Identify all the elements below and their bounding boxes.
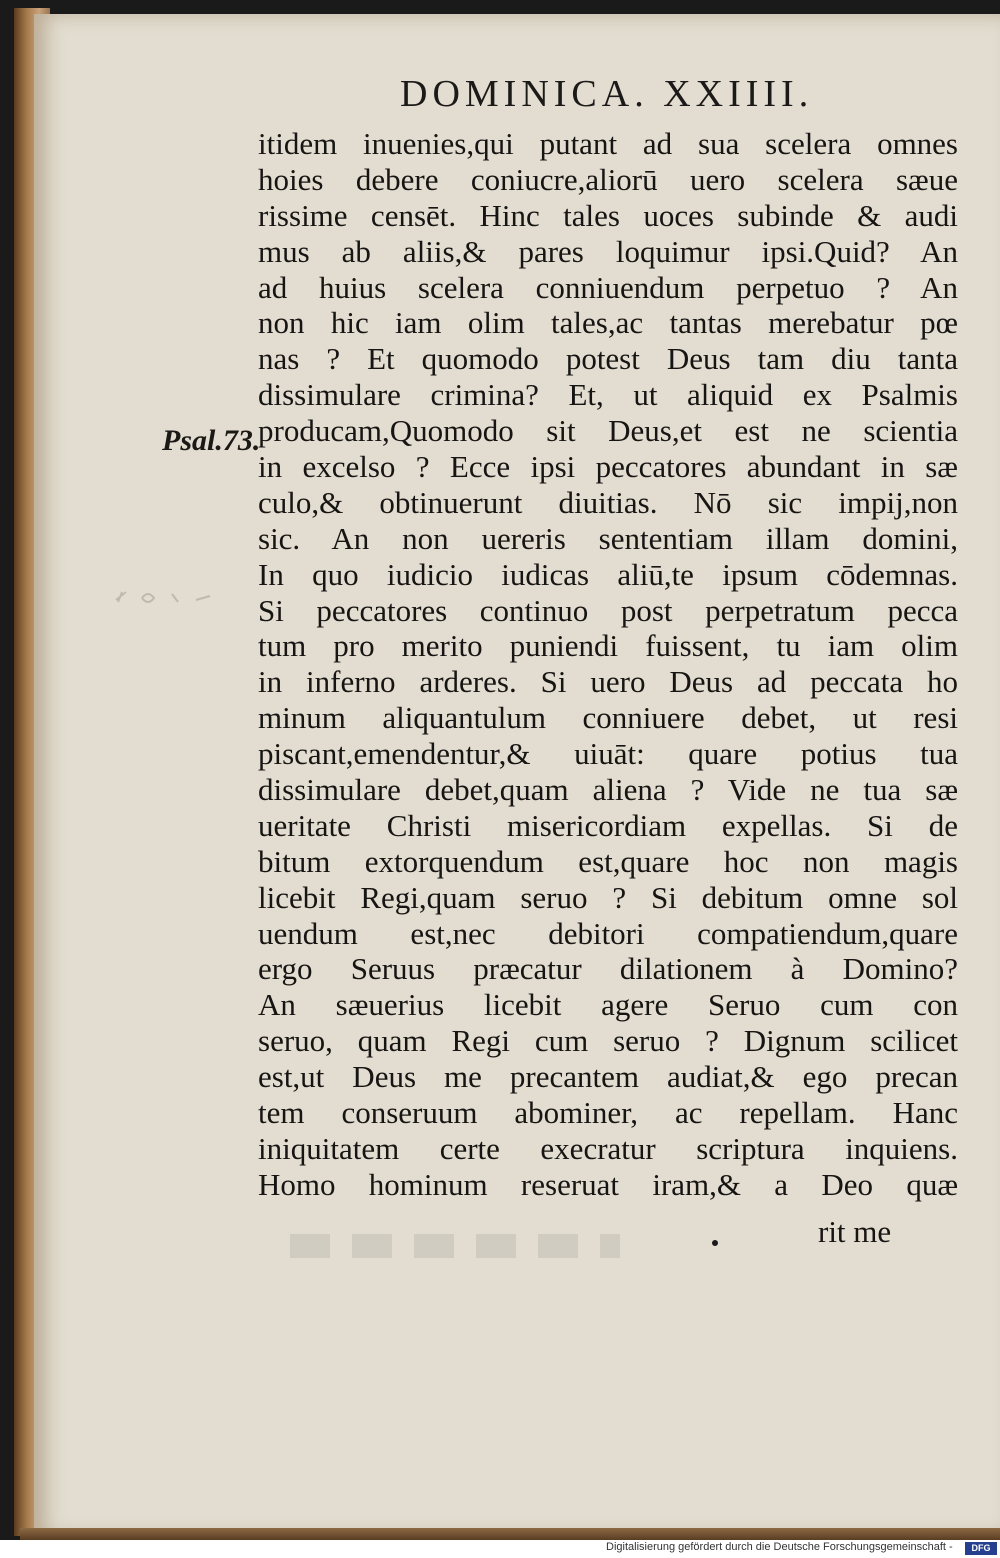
text-line: tem conseruum abominer, ac repellam. Hanc — [258, 1095, 958, 1131]
text-line: bitum extorquendum est,quare hoc non magis — [258, 843, 958, 879]
text-line: ueritate Christi misericordiam expellas. Si de — [258, 807, 958, 843]
body-text — [258, 126, 958, 1203]
text-line: piscant,emendentur,& uiuāt: quare potius tua — [258, 736, 958, 772]
text-line: itidem inuenies,qui putant ad sua scelera omnes — [258, 126, 958, 161]
text-line: Si peccatores continuo post perpetratum pecca — [258, 592, 958, 628]
text-line: An sæuerius licebit agere Seruo cum con — [258, 987, 958, 1023]
text-line: ad huius scelera conniuendum perpetuo ? An — [258, 269, 958, 305]
text-line: iniquitatem certe execratur scriptura inquiens. — [258, 1130, 958, 1166]
text-line: producam,Quomodo sit Deus,et est ne scientia — [258, 413, 958, 449]
text-line: ergo Seruus præcatur dilationem à Domino? — [258, 951, 958, 987]
text-line: hoies debere coniucre,aliorū uero scelera sæue — [258, 161, 958, 197]
text-line: In quo iudicio iudicas aliū,te ipsum cōdemnas. — [258, 556, 958, 592]
text-line: Homo hominum reseruat iram,& a Deo quæ — [258, 1166, 958, 1202]
ink-dot — [712, 1240, 718, 1246]
faint-pencil-mark — [112, 588, 232, 608]
text-line: culo,& obtinuerunt diuitias. Nō sic impij,non — [258, 484, 958, 520]
page-bottom-edge — [20, 1528, 1000, 1540]
text-line: minum aliquantulum conniuere debet, ut resi — [258, 700, 958, 736]
text-line: uendum est,nec debitori compatiendum,quare — [258, 915, 958, 951]
text-line: dissimulare debet,quam aliena ? Vide ne tua sæ — [258, 772, 958, 808]
text-line: dissimulare crimina? Et, ut aliquid ex Psalmis — [258, 377, 958, 413]
dfg-logo: DFG — [965, 1542, 997, 1555]
catchword: rit me — [818, 1214, 892, 1249]
text-line: seruo, quam Regi cum seruo ? Dignum scilicet — [258, 1023, 958, 1059]
text-line: mus ab aliis,& pares loquimur ipsi.Quid? An — [258, 233, 958, 269]
text-line: est,ut Deus me precantem audiat,& ego precan — [258, 1059, 958, 1095]
show-through-bleed — [290, 1234, 620, 1258]
marginal-note: Psal.73. — [162, 424, 261, 457]
text-line: nas ? Et quomodo potest Deus tam diu tanta — [258, 341, 958, 377]
text-line: sic. An non uereris sententiam illam domini, — [258, 520, 958, 556]
text-line: in excelso ? Ecce ipsi peccatores abundant in sæ — [258, 449, 958, 485]
text-line: in inferno arderes. Si uero Deus ad peccata ho — [258, 664, 958, 700]
text-line: licebit Regi,quam seruo ? Si debitum omne sol — [258, 879, 958, 915]
running-head: DOMINICA. XXIIII. — [400, 73, 814, 115]
text-line: tum pro merito puniendi fuissent, tu iam olim — [258, 628, 958, 664]
text-line: non hic iam olim tales,ac tantas merebatur pœ — [258, 305, 958, 341]
digitization-credit: Digitalisierung gefördert durch die Deutsche Forschungsgemeinschaft - — [606, 1541, 953, 1553]
text-line: rissime censēt. Hinc tales uoces subinde & audi — [258, 197, 958, 233]
